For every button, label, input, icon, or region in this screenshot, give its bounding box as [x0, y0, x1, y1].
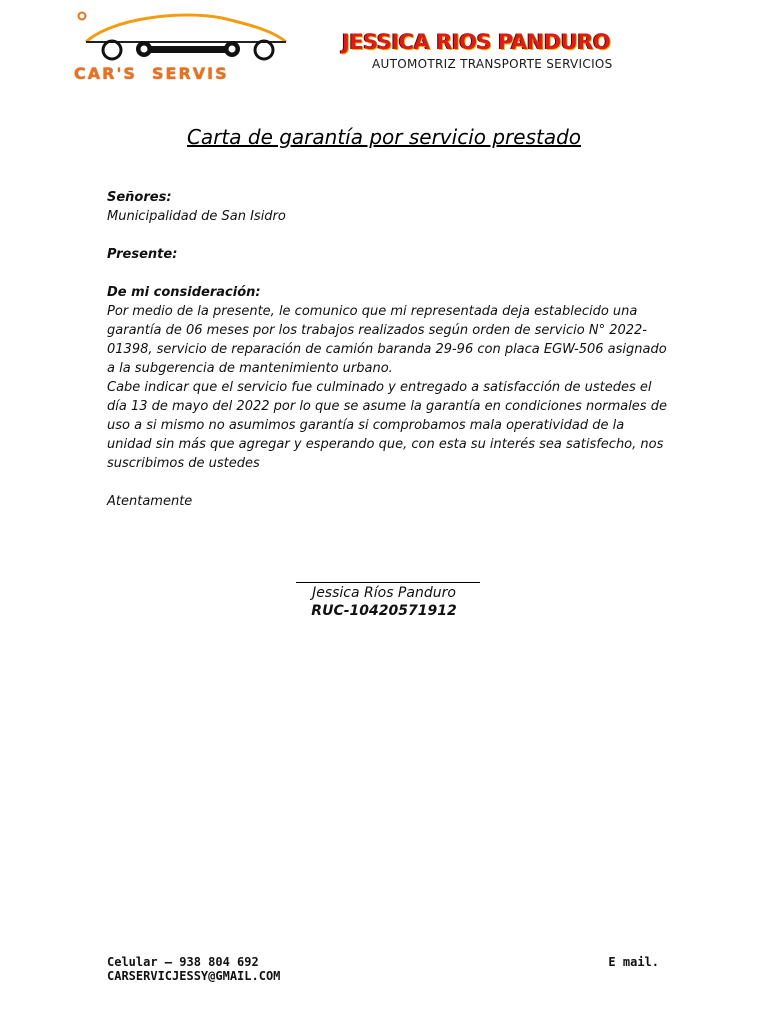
logo-text: CAR'S SERVIS	[74, 64, 229, 83]
presente-label: Presente:	[107, 247, 178, 262]
paragraph-1: Por medio de la presente, le comunico que mi representada deja establecido una garantía de 06 meses por los trabajos realizados según orden de servicio N° 2022-01398, servicio de reparación de camión baranda 29-96 con placa EGW-506 asignado a la subgerencia de mantenimiento urbano.	[107, 304, 667, 376]
footer	[107, 955, 659, 983]
signature-name: Jessica Ríos Panduro	[312, 585, 456, 601]
letter-body	[107, 188, 667, 511]
salutation-label: Señores:	[107, 190, 172, 205]
footer-phone: Celular – 938 804 692	[107, 955, 259, 969]
recipient: Municipalidad de San Isidro	[107, 209, 286, 224]
brand-name: JESSICA RIOS PANDURO	[342, 30, 611, 54]
brand-subtitle: AUTOMOTRIZ TRANSPORTE SERVICIOS	[372, 57, 613, 71]
signature-line	[296, 582, 480, 583]
signature-ruc: RUC-10420571912	[311, 603, 457, 619]
consideration-label: De mi consideración:	[107, 285, 261, 300]
footer-email-label: E mail.	[608, 955, 659, 969]
closing: Atentamente	[107, 494, 193, 509]
footer-email: CARSERVICJESSY@GMAIL.COM	[107, 969, 281, 983]
document-title: Carta de garantía por servicio prestado	[186, 125, 582, 149]
paragraph-2: Cabe indicar que el servicio fue culminado y entregado a satisfacción de ustedes el día 13 de mayo del 2022 por lo que se asume la garantía en condiciones normales de uso a si mismo no asumimos garantía si comprobamos mala operatividad de la unidad sin más que agregar y esperando que, con esta su interés sea satisfecho, nos suscribimos de ustedes	[107, 380, 667, 471]
